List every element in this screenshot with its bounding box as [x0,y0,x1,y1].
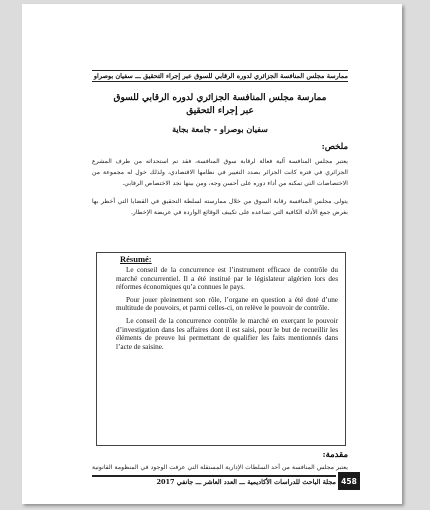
resume-paragraph: Pour jouer pleinement son rôle, l’organe en question a été doté d’une multitude de pouvoirs, et parmi celles-ci, on relève le pouvoir de contrôle. [116,295,338,313]
header-rule [92,70,348,71]
article-title-line1: ممارسة مجلس المنافسة الجزائري لدوره الرقابي للسوق [113,93,327,103]
intro-heading: مقدمة: [322,450,348,460]
resume-body [116,266,338,355]
resume-paragraph: Le conseil de la concurrence est l’instrument efficace de contrôle du marché concurrentiel. Il a été institué par le législateur algérien lors des réformes économiques qu’a connues le pays. [116,266,338,292]
author-affiliation: سفيان بوصراو - جامعة بجاية [172,124,268,134]
article-title [90,92,350,118]
header-rule-bottom [92,81,348,82]
page-number-badge: 458 [338,472,360,490]
running-header: ممارسة مجلس المنافسة الجزائري لدوره الرقابي للسوق عبر إجراء التحقيق ـــ سفيان بوصراو [93,72,348,80]
footer-rule [92,475,336,477]
intro-body [92,462,348,473]
abstract-ar-paragraph: يتولى مجلس المنافسة رقابة السوق من خلال ممارسته لسلطة التحقيق في القضايا التي أخطر بها بغرض جمع الأدلة الكافية التي تساعده على تكييف الوقائع الواردة في عريضة الإخطار. [92,198,348,216]
resume-paragraph: Le conseil de la concurrence contrôle le marché en exerçant le pouvoir d’investigation dans les affaires dont il est saisi, pour le but de recueillir les éléments de preuve lui permettant de qualifier les faits mentionnés dans l’acte de saisine. [116,316,338,351]
abstract-ar-paragraph: يعتبر مجلس المنافسة آلية فعالة لرقابة سوق المنافسة، فقد تم استحداثه من طرف المشرع الجزائري في فترة كانت الجزائر بصدد التغيير في نظامها الاقتصادي، ولذلك خول له مجموعة من الاختصاصات التي تمكنه من أداء دوره على أحسن وجه، ومن بينها نجد الاختصاص الرقابي. [92,158,348,187]
journal-footer: مجلة الباحث للدراسات الأكاديمية ـــ العدد العاشر ـــ جانفي 2017 [156,478,336,486]
article-title-line2: عبر إجراء التحقيق [186,106,254,116]
intro-paragraph: يعتبر مجلس المنافسة من أحد السلطات الإدارية المستقلة التي عرفت الوجود في المنظومة القانونية [92,464,348,471]
resume-heading: Résumé: [120,254,152,264]
abstract-ar-heading: ملخص: [321,142,348,152]
abstract-ar-body [92,156,348,218]
